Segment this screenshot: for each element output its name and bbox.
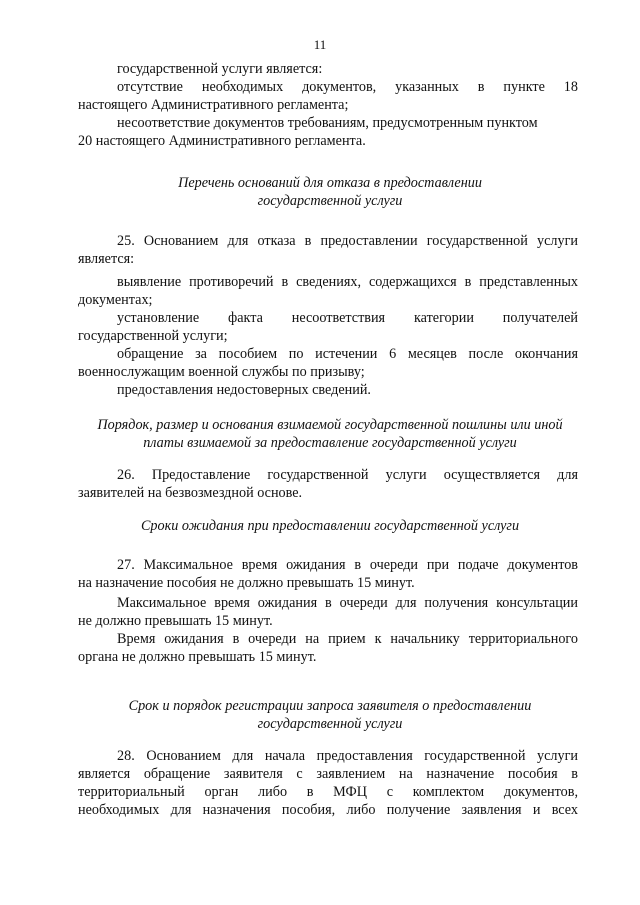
text-line: необходимых для назначения пособия, либо получение заявления и всех (78, 802, 578, 818)
text-line: выявление противоречий в сведениях, содержащихся в представленных (117, 274, 578, 290)
text-line: 20 настоящего Административного регламента. (78, 133, 366, 149)
text-line: установление факта несоответствия категории получателей (117, 310, 578, 326)
section-heading: платы взимаемой за предоставление государственной услуги (143, 435, 517, 451)
text-line: предоставления недостоверных сведений. (117, 382, 371, 398)
text-line: является: (78, 251, 135, 267)
section-heading: Порядок, размер и основания взимаемой государственной пошлины или иной (97, 417, 563, 433)
text-line: обращение за пособием по истечении 6 месяцев после окончания (117, 346, 578, 362)
text-line: органа не должно превышать 15 минут. (78, 649, 317, 665)
section-heading: государственной услуги (257, 716, 403, 732)
text-line: отсутствие необходимых документов, указанных в пункте 18 (117, 79, 578, 95)
text-line: 26. Предоставление государственной услуги осуществляется для (117, 467, 578, 483)
text-line: несоответствие документов требованиям, предусмотренным пунктом (117, 115, 538, 131)
text-line: 27. Максимальное время ожидания в очереди при подаче документов (117, 557, 578, 573)
page-number: 11 (313, 37, 327, 52)
text-line: заявителей на безвозмездной основе. (78, 485, 303, 501)
text-line: территориальный орган либо в МФЦ с комплектом документов, (78, 784, 578, 800)
text-line: является обращение заявителя с заявлением на назначение пособия в (78, 766, 578, 782)
text-line: 25. Основанием для отказа в предоставлении государственной услуги (117, 233, 578, 249)
section-heading: Перечень оснований для отказа в предоставлении (178, 175, 482, 191)
text-line: Максимальное время ожидания в очереди для получения консультации (117, 595, 578, 611)
text-line: 28. Основанием для начала предоставления государственной услуги (117, 748, 578, 764)
text-line: государственной услуги; (78, 328, 228, 344)
section-heading: государственной услуги (257, 193, 403, 209)
section-heading: Срок и порядок регистрации запроса заявителя о предоставлении (128, 698, 532, 714)
section-heading: Сроки ожидания при предоставлении государственной услуги (140, 518, 520, 534)
text-line: Время ожидания в очереди на прием к начальнику территориального (117, 631, 578, 647)
text-line: документах; (78, 292, 153, 308)
text-line: настоящего Административного регламента; (78, 97, 349, 113)
text-line: государственной услуги является: (117, 61, 323, 77)
text-line: на назначение пособия не должно превышать 15 минут. (78, 575, 415, 591)
text-line: не должно превышать 15 минут. (78, 613, 273, 629)
text-line: военнослужащим военной службы по призыву; (78, 364, 365, 380)
